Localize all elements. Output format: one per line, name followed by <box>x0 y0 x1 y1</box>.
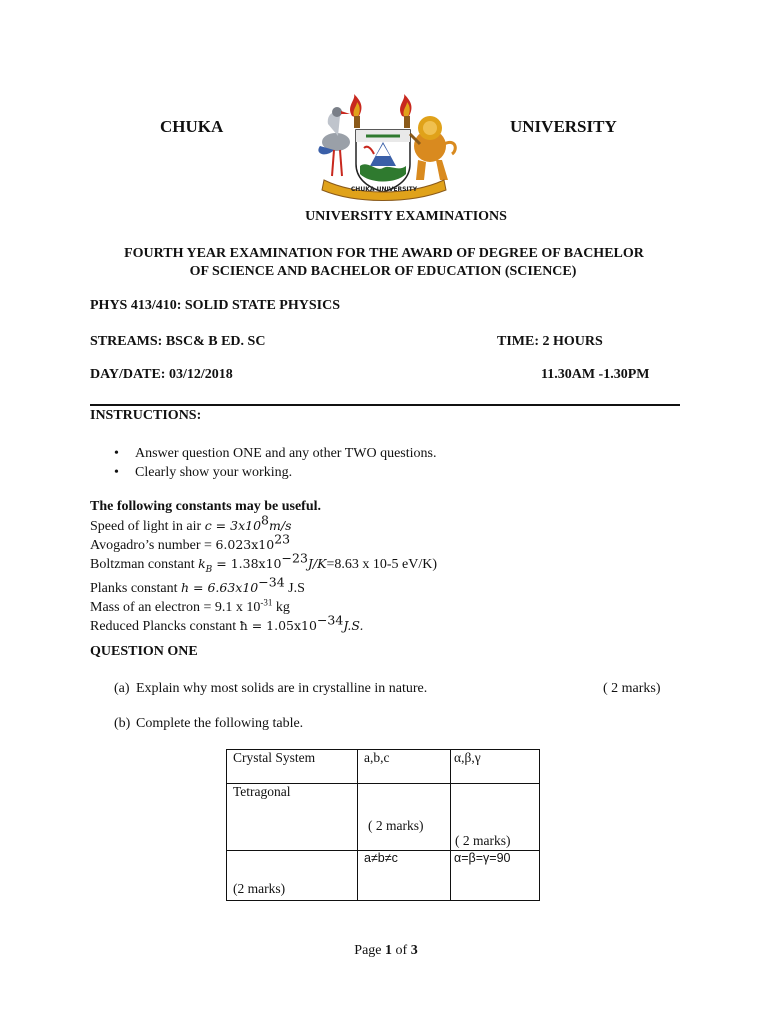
instruction-item: • Answer question ONE and any other TWO questions. <box>90 444 650 463</box>
part-b-label: (b) <box>114 716 131 731</box>
instruction-item: • Clearly show your working. <box>90 463 650 482</box>
award-line-2: OF SCIENCE AND BACHELOR OF EDUCATION (SCIENCE) <box>189 264 577 279</box>
table-cell: ( 2 marks) <box>451 784 540 851</box>
constant-planck: Planks constant $h = 6.63x10^{-34}$ J.S <box>90 574 305 597</box>
header-divider <box>90 404 680 406</box>
table-cell: a≠b≠c <box>358 851 451 901</box>
exam-hours: 11.30AM -1.30PM <box>541 367 650 382</box>
crystal-system-table <box>226 749 540 901</box>
exam-date: DAY/DATE: 03/12/2018 <box>90 367 233 382</box>
table-row <box>227 851 540 901</box>
constant-avogadro: Avogadro’s number = $6.023x10^{23}$ <box>90 531 291 554</box>
instructions-heading: INSTRUCTIONS: <box>90 408 202 423</box>
constant-electron-mass: Mass of an electron = 9.1 x $10^{-31}$ kg <box>90 596 290 615</box>
header-left-word: CHUKA <box>160 117 224 136</box>
university-crest-logo <box>306 94 460 204</box>
table-header-row <box>227 750 540 784</box>
part-a-label: (a) <box>114 681 130 696</box>
constant-reduced-planck: Reduced Plancks constant ħ = $1.05x10^{-34}J.S$. <box>90 612 364 634</box>
table-row <box>227 784 540 851</box>
constants-heading: The following constants may be useful. <box>90 499 322 514</box>
header-right-word: UNIVERSITY <box>510 117 617 136</box>
table-cell: ( 2 marks) <box>358 784 451 851</box>
table-cell: Tetragonal <box>227 784 358 851</box>
streams: STREAMS: BSC& B ED. SC <box>90 334 266 349</box>
exam-duration: TIME: 2 HOURS <box>497 334 603 349</box>
table-cell: α=β=γ=90 <box>451 851 540 901</box>
page-number: Page 1 of 3 <box>354 943 418 958</box>
table-header-cell: a,b,c <box>358 750 451 784</box>
part-b-text: Complete the following table. <box>136 716 304 731</box>
table-header-cell: Crystal System <box>227 750 358 784</box>
course-title: PHYS 413/410: SOLID STATE PHYSICS <box>90 298 340 313</box>
constants-list <box>90 512 438 636</box>
part-a-text: Explain why most solids are in crystalline in nature. <box>136 681 428 696</box>
part-a-marks: ( 2 marks) <box>603 681 661 696</box>
table-cell: (2 marks) <box>227 851 358 901</box>
logo-ribbon-text: CHUKA UNIVERSITY <box>350 186 418 193</box>
table-header-cell: α,β,γ <box>451 750 540 784</box>
exam-title: UNIVERSITY EXAMINATIONS <box>305 209 507 224</box>
instructions-list <box>90 444 650 482</box>
constant-speed-of-light: Speed of light in air $c = 3x10^8m/s$ <box>90 512 292 534</box>
award-line-1: FOURTH YEAR EXAMINATION FOR THE AWARD OF DEGREE OF BACHELOR <box>124 246 644 261</box>
question-one-heading: QUESTION ONE <box>90 644 198 659</box>
constant-boltzman: Boltzman constant $k_B = 1.38x10^{-23}J/K=8.63$ x 10-5 eV/K) <box>90 550 438 576</box>
